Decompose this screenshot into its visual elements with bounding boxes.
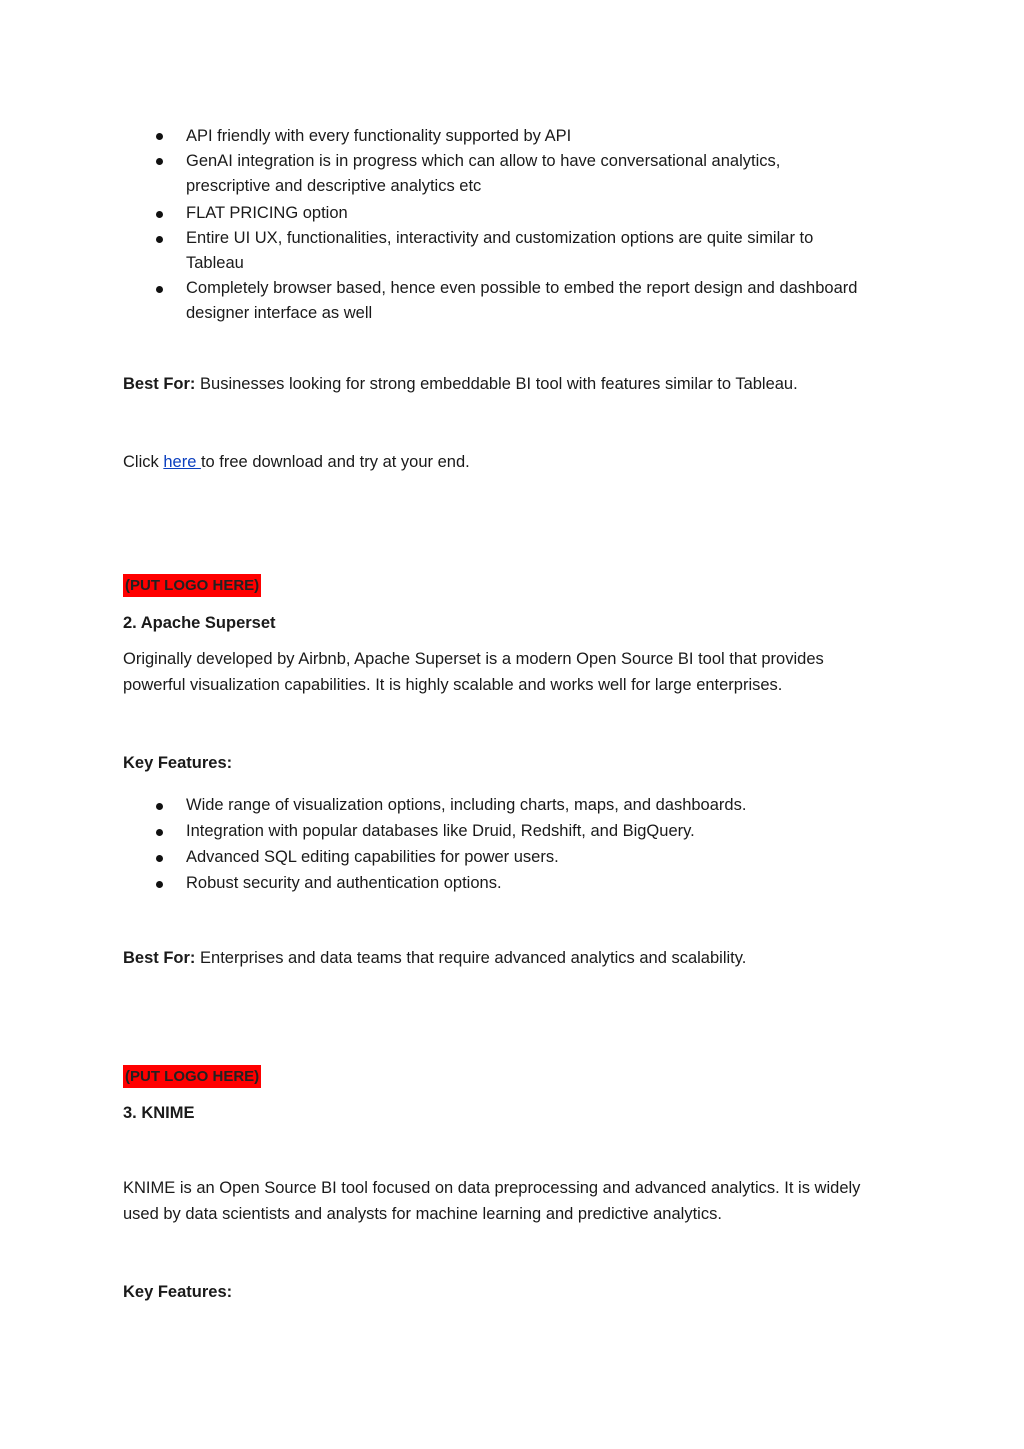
bullet-icon [156,236,163,243]
list-item: Entire UI UX, functionalities, interactivity and customization options are quite similar to [186,229,814,247]
logo-placeholder: (PUT LOGO HERE) [123,574,261,597]
bullet-icon [156,881,163,888]
list-item: Advanced SQL editing capabilities for power users. [186,848,559,866]
list-item: FLAT PRICING option [186,204,348,222]
best-for-text: Businesses looking for strong embeddable BI tool with features similar to Tableau. [195,375,798,393]
bullet-icon [156,158,163,165]
section-description-line: KNIME is an Open Source BI tool focused on data preprocessing and advanced analytics. It is widely [123,1179,861,1197]
download-paragraph [123,453,470,472]
section-description-line: used by data scientists and analysts for machine learning and predictive analytics. [123,1205,722,1223]
logo-placeholder: (PUT LOGO HERE) [123,1065,261,1088]
bullet-icon [156,211,163,218]
list-item: API friendly with every functionality supported by API [186,127,572,145]
best-for-text: Enterprises and data teams that require advanced analytics and scalability. [195,949,747,967]
list-item: Completely browser based, hence even possible to embed the report design and dashboard [186,279,858,297]
best-for-label: Best For: [123,949,196,967]
section-title: 2. Apache Superset [123,614,276,632]
list-item: Integration with popular databases like Druid, Redshift, and BigQuery. [186,822,695,840]
section-description-line: Originally developed by Airbnb, Apache Superset is a modern Open Source BI tool that provides [123,650,824,668]
bullet-icon [156,829,163,836]
key-features-heading: Key Features: [123,1283,233,1301]
best-for-paragraph [123,375,798,394]
download-link[interactable]: here [163,453,201,471]
bullet-icon [156,855,163,862]
list-item: Wide range of visualization options, including charts, maps, and dashboards. [186,796,747,814]
click-suffix: to free download and try at your end. [200,453,470,471]
list-item: GenAI integration is in progress which can allow to have conversational analytics, [186,152,781,170]
click-prefix: Click [123,453,164,471]
best-for-label: Best For: [123,375,196,393]
list-item-continuation: Tableau [186,254,244,272]
best-for-paragraph [123,949,746,968]
list-item-continuation: designer interface as well [186,304,373,322]
section-title: 3. KNIME [123,1104,195,1122]
key-features-heading: Key Features: [123,754,233,772]
list-item-continuation: prescriptive and descriptive analytics etc [186,177,482,195]
list-item: Robust security and authentication options. [186,874,502,892]
bullet-icon [156,286,163,293]
bullet-icon [156,133,163,140]
bullet-icon [156,803,163,810]
section-description-line: powerful visualization capabilities. It is highly scalable and works well for large enterprises. [123,676,783,694]
